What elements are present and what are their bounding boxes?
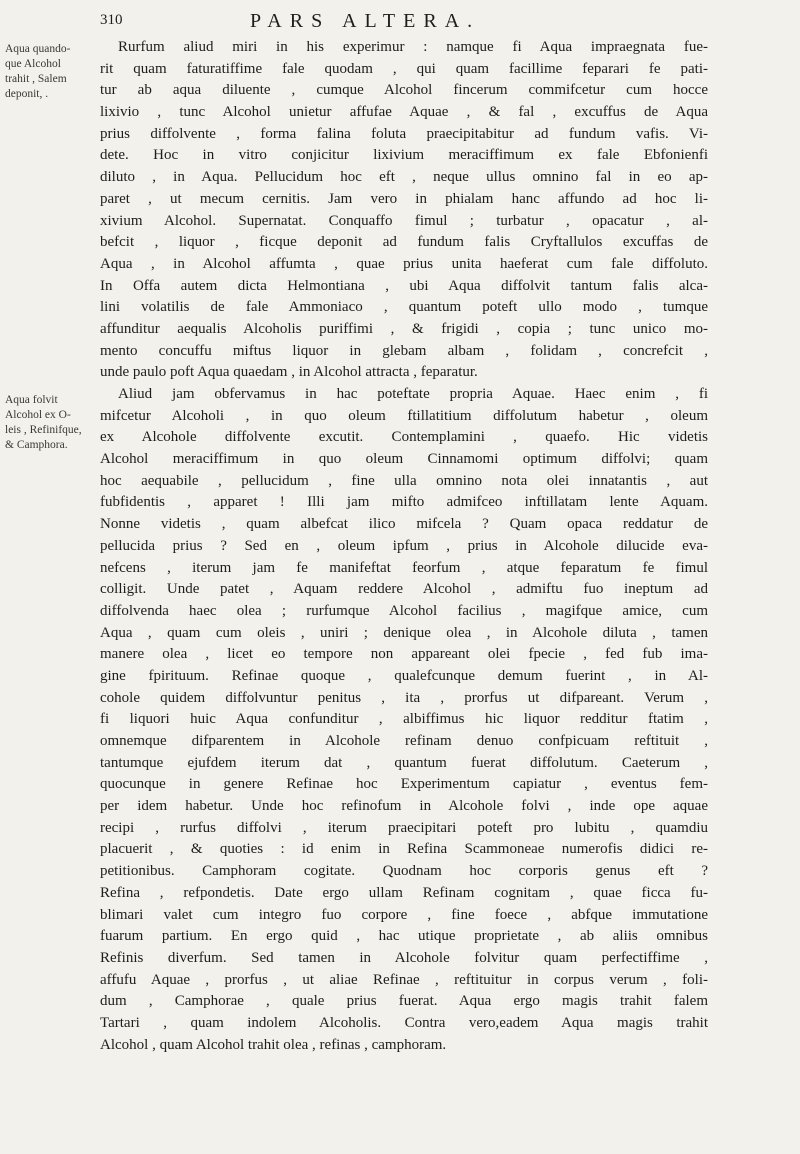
text-line: manere olea , licet eo tempore non appareant olei fpecie , fed fub ima- [100,646,708,663]
text-line: affunditur aequalis Alcoholis puriffimi , & frigidi , copia ; tunc unico mo- [100,320,708,337]
text-line: In Offa autem dicta Helmontiana , ubi Aqua diffolvit tantum falis alca- [100,277,708,294]
text-line: Alcohol , quam Alcohol trahit olea , refinas , camphoram. [100,1036,447,1053]
margin-note-oils: Aqua folvit Alcohol ex O- leis , Refinifque, & Camphora. [5,394,82,451]
text-line: paret , ut mecum cernitis. Jam vero in phialam hanc affundo ad hoc li- [100,190,708,207]
text-line: cohole quidem diffolvuntur penitus , ita , prorfus ut difpareant. Verum , [100,689,708,706]
text-line: nefcens , iterum jam fe manifeftat feorfum , atque feparatum fe fimul [100,559,708,576]
text-line: Aqua , in Alcohol affumta , quae prius unita haeferat cum fale diffoluto. [100,255,708,272]
text-line: Rurfum aliud miri in his experimur : namque fi Aqua impraegnata fue- [118,39,708,55]
text-line: blimari valet cum integro fuo corpore , fine foece , abfque immutatione [100,906,708,923]
text-line: unde paulo poft Aqua quaedam , in Alcohol attracta , feparatur. [100,364,478,381]
text-line: mifcetur Alcoholi , in quo oleum ftillatitium diffolutum habetur , oleum [100,407,708,424]
text-line: Aliud jam obfervamus in hac poteftate propria Aquae. Haec enim , fi [118,386,708,402]
text-line: tur ab aqua diluente , cumque Alcohol fincerum commifcetur cum hocce [100,82,708,99]
text-line: Aqua , quam cum oleis , uniri ; denique olea , in Alcohole diluta , tamen [100,624,708,641]
text-line: Nonne videtis , quam albefcat ilico mifcela ? Quam opaca reddatur de [100,516,708,533]
text-line: omnemque difparentem in Alcohole refinam denuo confpicuam reftituit , [100,733,708,749]
text-line: quocunque in genere Refinae hoc Experimentum capiatur , eventus fem- [100,776,708,793]
text-line: recipi , rurfus diffolvi , iterum praecipitari poteft pro lubitu , quamdiu [100,819,708,836]
text-line: dete. Hoc in vitro conjicitur lixivium meraciffimum ex fale Ebfonienfi [100,147,708,164]
text-line: fi liquori huic Aqua confunditur , albiffimus hic liquor redditur ftatim , [100,711,708,728]
text-line: diffolvenda haec olea ; rurfumque Alcohol facilius , magifque amice, cum [100,602,708,619]
text-line: diluto , in Aqua. Pellucidum hoc eft , neque ullus omnino fal in eo ap- [100,169,708,186]
text-line: colligit. Unde patet , Aquam reddere Alcohol , admiftu fuo ineptum ad [100,581,708,598]
text-line: tantumque ejufdem iterum dat , quantum fuerat diffolutum. Caeterum , [100,754,708,771]
text-line: Alcohol meraciffimum in quo oleum Cinnamomi optimum diffolvi; quam [100,451,708,468]
text-line: fuarum partium. En ergo quid , hac utique proprietate , ab aliis omnibus [100,928,708,945]
text-line: Refinis diverfum. Sed tamen in Alcohole folvitur quam perfectiffime , [100,949,708,966]
running-head: PARS ALTERA. [250,10,481,32]
text-line: rit quam faturatiffime fale quodam , qui quam facillime feparari fe pati- [100,60,708,77]
text-line: mento concuffu miftus liquor in glebam albam , folidam , concrefcit , [100,342,708,359]
text-line: hoc aequabile , pellucidum , fine ulla omnino nota olei innatantis , aut [100,472,708,489]
text-line: gine fpirituum. Refinae quoque , qualefcunque demum fuerint , in Al- [100,667,708,684]
text-line: xivium Alcohol. Supernatat. Conquaffo fimul ; turbatur , opacatur , al- [100,212,708,229]
text-line: lixivio , tunc Alcohol unietur affufae Aquae , & fal , excuffus de Aqua [100,104,708,121]
page-header [100,12,700,36]
text-line: affufu Aquae , prorfus , ut aliae Refinae , reftituitur in corpus verum , foli- [100,971,708,988]
text-line: Tartari , quam indolem Alcoholis. Contra vero,eadem Aqua magis trahit [100,1014,708,1031]
main-text [100,37,708,1056]
text-line: placuerit , & quoties : id enim in Refina Scammoneae numerofis didici re- [100,841,708,858]
text-line: petitionibus. Camphoram cogitate. Quodnam hoc corporis genus eft ? [100,863,708,880]
text-line: pellucida prius ? Sed en , oleum ipfum , prius in Alcohole dilucide eva- [100,537,708,554]
margin-note-salt: Aqua quando- que Alcohol trahit , Salem deponit, . [5,43,71,100]
text-line: ex Alcohole diffolvente excutit. Contemplamini , quaefo. Hic videtis [100,429,708,446]
text-line: prius diffolvente , forma falina foluta praecipitabitur ad fundum vafis. Vi- [100,125,708,142]
text-line: lini volatilis de fale Ammoniaco , quantum poteft ullo modo , tumque [100,299,708,316]
text-line: dum , Camphorae , quale prius fuerat. Aqua ergo magis trahit falem [100,993,708,1010]
text-line: fubfidentis , apparet ! Illi jam mifto admifceo inftillatam lente Aquam. [100,494,708,511]
text-line: Refina , refpondetis. Date ergo ullam Refinam cognitam , quae ficca fu- [100,884,708,901]
text-line: per idem habetur. Unde hoc refinofum in Alcohole folvi , inde ope aquae [100,798,708,815]
text-line: befcit , liquor , ficque deponit ad fundum falis Cryftallulos excuffas de [100,234,708,251]
page-number: 310 [100,12,123,28]
